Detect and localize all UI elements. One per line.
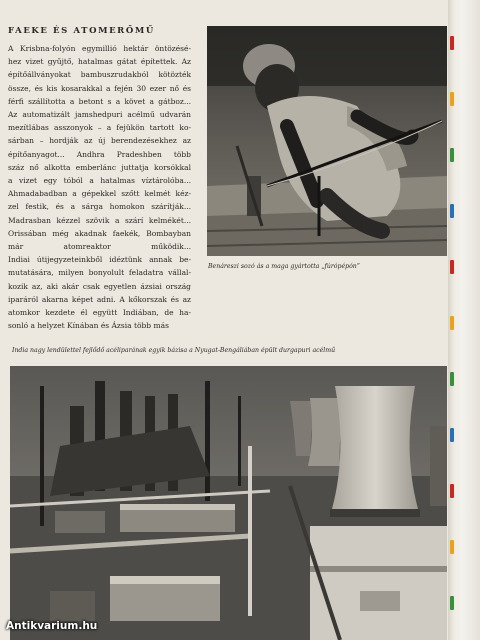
thumb-index-tab <box>450 540 454 554</box>
body-text-line: sárban – hordják az új berendezésekhez az <box>8 136 191 146</box>
body-text-line: már atomreaktor működik... <box>8 242 191 252</box>
thumb-index-tab <box>450 484 454 498</box>
body-text-line: Madrasban kézzel szövik a szárí kelmékét... <box>8 215 191 225</box>
body-text-line: atomkor kezdete él együtt Indiában, de ha- <box>8 308 191 318</box>
thumb-index-tab <box>450 316 454 330</box>
body-text-line: száz nő alkotta emberlánc juttatja korsókkal <box>8 162 191 172</box>
body-text-line: építőállványokat bambuszrudakból kötözték <box>8 70 191 80</box>
body-text-line: Az automatizált jamshedpuri acélmű udvarán <box>8 110 191 120</box>
body-text-line: a vizet egy tóból a hatalmas víztárolóba... <box>8 176 191 186</box>
photo-caption-bottom: India nagy lendülettel fejlődő acéliparának egyik bázisa a Nyugat-Bengáliában épült durgapuri acélmű <box>12 347 336 354</box>
body-text-line: Orissában még akadnak faekék, Bombayban <box>8 228 191 238</box>
craftsman-photo-illustration <box>207 26 447 256</box>
body-text-line: zel festik, és a sárga homokon szárítják... <box>8 202 191 212</box>
thumb-index-tab <box>450 204 454 218</box>
thumb-index-tab <box>450 148 454 162</box>
body-text-line: Indiai útijegyzeteinkből idéztünk annak be- <box>8 255 191 265</box>
body-text-line: össze, és kis kosarakkal a fején 30 ezer nő és <box>8 83 191 93</box>
body-text-line: építőanyagot... Andhra Pradeshben több <box>8 149 191 159</box>
body-text-line: mezítlábas asszonyok – a fejükön tartott ko- <box>8 123 191 133</box>
photo-craftsman <box>207 26 447 256</box>
body-text-line: hez vizet gyűjtő, hatalmas gátat építettek. Az <box>8 57 191 67</box>
photo-steelworks <box>10 366 447 640</box>
steelworks-photo-illustration <box>10 366 447 640</box>
body-text-line: Ahmadabadban a gépekkel szőtt kelmét kéz- <box>8 189 191 199</box>
body-text-line: kozik az, aki akár csak egyetlen ázsiai ország <box>8 281 191 291</box>
body-text-column <box>8 42 191 332</box>
thumb-index-tab <box>450 596 454 610</box>
thumb-index-tab <box>450 36 454 50</box>
photo-caption-top: Benáreszi sozó ás a maga gyártotta „fúrópépón” <box>208 263 360 270</box>
watermark: Antikvarium.hu <box>6 620 98 632</box>
body-text-line: férfi szállította a betont s a követ a gátboz... <box>8 96 191 106</box>
thumb-index-tab <box>450 428 454 442</box>
body-text-line: sonló a helyzet Kínában és Ázsia több más <box>8 321 169 331</box>
body-text-line: A Krisbna-folyón egymillió hektár öntözésé- <box>8 44 191 53</box>
thumb-index-tab <box>450 92 454 106</box>
body-text-line: mutatására, milyen bonyolult feladatra vállal- <box>8 268 191 278</box>
thumb-index-tab <box>450 260 454 274</box>
thumb-index-tab <box>450 372 454 386</box>
section-heading: FAEKE ÉS ATOMERŐMŰ <box>8 26 155 36</box>
body-text-line: iparáról akarna képet adni. A kőkorszak és az <box>8 294 191 304</box>
